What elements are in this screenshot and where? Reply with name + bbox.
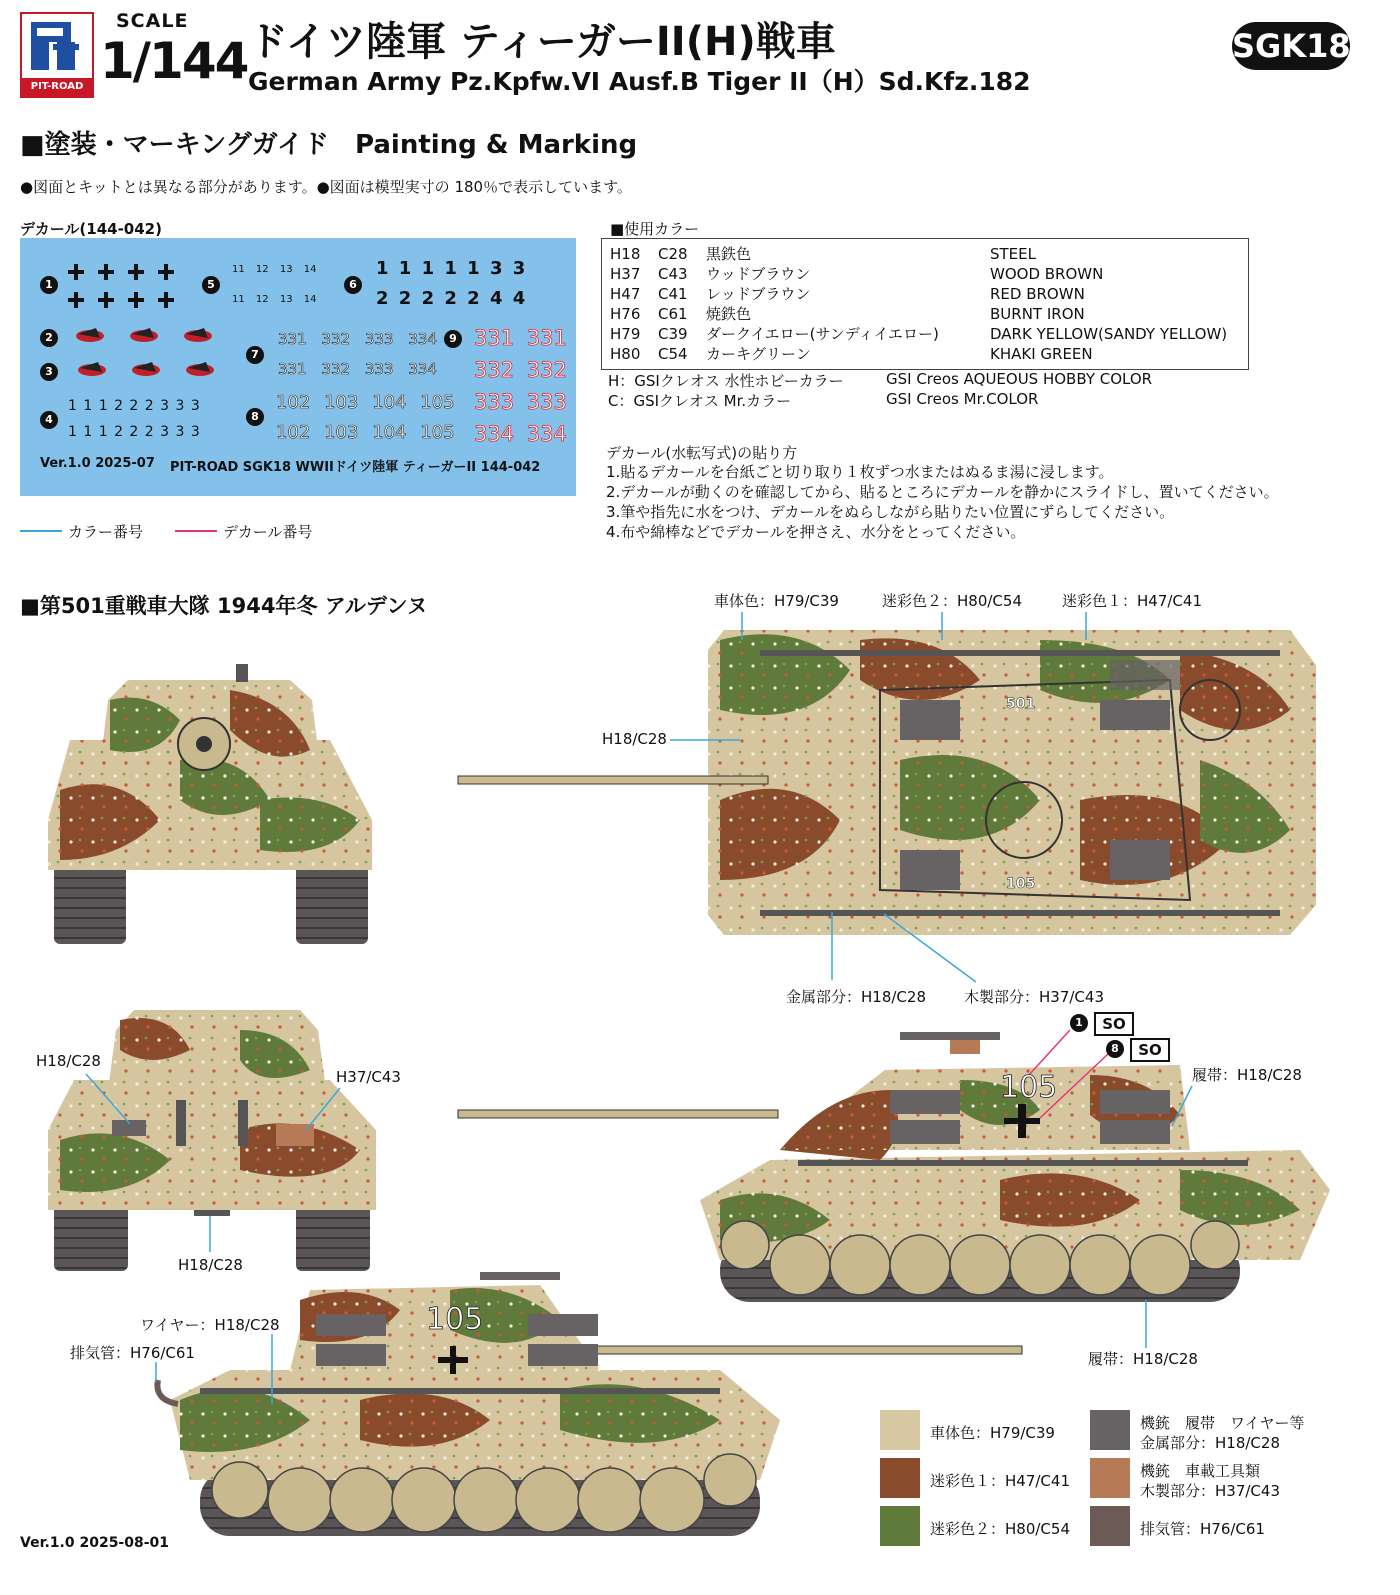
decal-5-num: 14 [303, 264, 317, 275]
decal-5-num: 13 [279, 264, 293, 275]
callout-wire: ワイヤー：H18/C28 [140, 1316, 280, 1334]
howto-step: 1.貼るデカールを台紙ごと切り取り１枚ずつ水またはぬるま湯に浸します。 [606, 463, 1114, 481]
brand-name: PIT-ROAD [22, 78, 92, 96]
swatch-body-color [880, 1410, 920, 1450]
decal-version: Ver.1.0 2025-07 [40, 456, 155, 471]
decal-8-num: 104 [372, 392, 407, 413]
color-h: H80 [610, 345, 641, 363]
decal-9-num: 334 [474, 422, 515, 446]
side-turret-number-left: 105 [426, 1302, 484, 1337]
color-c: C39 [658, 325, 688, 343]
color-c: C28 [658, 245, 688, 263]
decal-7-num: 333 [364, 360, 394, 378]
howto-step: 4.布や綿棒などでデカールを押さえ、水分をとってください。 [606, 523, 1026, 541]
color-jp: ウッドブラウン [706, 265, 811, 283]
decal-7-num: 331 [278, 330, 307, 348]
page-title-en: German Army Pz.Kpfw.VI Ausf.B Tiger II（H）Sd.Kfz.182 [248, 67, 1031, 96]
swatch-label: 車体色：H79/C39 [930, 1424, 1055, 1442]
swatch-label: 機銃 車載工具類 [1140, 1462, 1261, 1480]
tank-decal-marker-8: 8 [1106, 1040, 1124, 1058]
swatch-label: 機銃 履帯 ワイヤー等 [1140, 1414, 1305, 1432]
color-jp: カーキグリーン [706, 345, 811, 363]
source-c-jp: C：GSIクレオス Mr.カラー [608, 392, 792, 410]
decal-marker-9: 9 [444, 330, 462, 348]
decal-6-row-b: 2 2 2 2 2 4 4 [376, 288, 528, 309]
decal-8-num: 102 [276, 422, 311, 443]
decal-7-num: 332 [321, 330, 351, 348]
decal-5-num: 11 [232, 294, 245, 305]
swatch-label: 排気管：H76/C61 [1140, 1520, 1265, 1538]
color-h: H47 [610, 285, 641, 303]
decal-9-num: 331 [474, 326, 515, 350]
swatch-camo1 [880, 1458, 920, 1498]
side-turret-number: 105 [1000, 1070, 1058, 1105]
callout-top-steel: H18/C28 [602, 730, 667, 748]
callout-camo2: 迷彩色２：H80/C54 [882, 592, 1022, 610]
decal-4-row-b: 1 1 1 2 2 2 3 3 3 [68, 424, 201, 440]
decal-marker-5: 5 [202, 276, 220, 294]
color-jp: 黒鉄色 [706, 245, 752, 263]
guide-heading: ■塗装・マーキングガイド Painting & Marking [20, 130, 638, 160]
so-label-1: SO [1094, 1012, 1134, 1036]
decal-9-num: 334 [526, 422, 567, 446]
callout-wood: 木製部分：H37/C43 [964, 988, 1104, 1006]
scale-label: SCALE [116, 10, 189, 32]
callout-track-right: 履帯：H18/C28 [1192, 1066, 1302, 1084]
colors-title: ■使用カラー [610, 220, 700, 238]
top-turret-number-rear: 105 [1006, 876, 1036, 892]
scale-value: 1/144 [100, 32, 248, 90]
decal-marker-1: 1 [40, 276, 58, 294]
color-en: KHAKI GREEN [990, 345, 1093, 363]
color-c: C43 [658, 265, 688, 283]
decal-9-num: 333 [526, 390, 567, 414]
legend-decal-number: デカール番号 [223, 523, 313, 541]
swatch-label: 木製部分：H37/C43 [1140, 1482, 1280, 1500]
decal-7-num: 333 [364, 330, 394, 348]
rear-view-tank [48, 1010, 376, 1271]
color-en: WOOD BROWN [990, 265, 1104, 283]
callout-exhaust: 排気管：H76/C61 [70, 1344, 195, 1362]
decal-marker-6: 6 [344, 276, 362, 294]
decal-marker-8: 8 [246, 408, 264, 426]
swatch-label: 迷彩色２：H80/C54 [930, 1520, 1070, 1538]
guide-note: ●図面とキットとは異なる部分があります。●図面は模型実寸の 180％で表示しています。 [20, 178, 632, 196]
howto-step: 3.筆や指先に水をつけ、デカールをぬらしながら貼りたい位置にずらしてください。 [606, 503, 1175, 521]
swatch-wood [1090, 1458, 1130, 1498]
decal-8-num: 105 [420, 392, 455, 413]
color-h: H18 [610, 245, 641, 263]
source-c-en: GSI Creos Mr.COLOR [886, 390, 1039, 408]
swatch-exhaust [1090, 1506, 1130, 1546]
legend-color-number: カラー番号 [68, 523, 144, 541]
color-en: RED BROWN [990, 285, 1085, 303]
swatch-label: 金属部分：H18/C28 [1140, 1434, 1280, 1452]
color-c: C61 [658, 305, 688, 323]
swatch-metal [1090, 1410, 1130, 1450]
callout-metal: 金属部分：H18/C28 [786, 988, 926, 1006]
top-turret-number-front: 501 [1006, 696, 1036, 712]
decal-4-row-a: 1 1 1 2 2 2 3 3 3 [68, 398, 201, 414]
decal-marker-3: 3 [40, 363, 58, 381]
callout-rear-wood: H37/C43 [336, 1068, 401, 1086]
color-en: BURNT IRON [990, 305, 1085, 323]
color-c: C41 [658, 285, 688, 303]
color-en: DARK YELLOW(SANDY YELLOW) [990, 325, 1228, 343]
decal-title: デカール(144-042) [20, 220, 162, 238]
howto-step: 2.デカールが動くのを確認してから、貼るところにデカールを静かにスライドし、置いてください。 [606, 483, 1279, 501]
color-h: H76 [610, 305, 641, 323]
callout-rear-steel-bottom: H18/C28 [178, 1256, 243, 1274]
decal-8-num: 102 [276, 392, 311, 413]
color-jp: ダークイエロー(サンディイエロー) [706, 325, 939, 343]
color-h: H79 [610, 325, 641, 343]
decal-9-num: 332 [526, 358, 567, 382]
decal-7-num: 331 [278, 360, 307, 378]
decal-marker-4: 4 [40, 411, 58, 429]
decal-8-num: 105 [420, 422, 455, 443]
source-h-en: GSI Creos AQUEOUS HOBBY COLOR [886, 370, 1153, 388]
decal-sheet-text: PIT-ROAD SGK18 WWIIドイツ陸軍 ティーガーII 144-042 [170, 460, 541, 475]
decal-marker-7: 7 [246, 346, 264, 364]
decal-8-num: 103 [324, 422, 359, 443]
product-code-badge: SGK18 [1232, 22, 1350, 70]
color-jp: 焼鉄色 [706, 305, 752, 323]
tank-decal-marker-1: 1 [1070, 1014, 1088, 1032]
top-view-tank [458, 630, 1316, 935]
swatch-label: 迷彩色１：H47/C41 [930, 1472, 1070, 1490]
decal-7-num: 334 [408, 330, 437, 348]
decal-5-num: 13 [279, 294, 293, 305]
color-c: C54 [658, 345, 688, 363]
unit-heading: ■第501重戦車大隊 1944年冬 アルデンヌ [20, 594, 428, 618]
color-en: STEEL [990, 245, 1036, 263]
front-view-tank [48, 664, 372, 944]
decal-8-num: 104 [372, 422, 407, 443]
decal-9-num: 332 [474, 358, 515, 382]
color-h: H37 [610, 265, 641, 283]
so-label-8: SO [1130, 1038, 1170, 1062]
callout-camo1: 迷彩色１：H47/C41 [1062, 592, 1202, 610]
footer-version: Ver.1.0 2025-08-01 [20, 1535, 170, 1551]
decal-5-num: 14 [303, 294, 317, 305]
decal-marker-2: 2 [40, 329, 58, 347]
howto-title: デカール(水転写式)の貼り方 [606, 444, 798, 462]
color-jp: レッドブラウン [706, 285, 811, 303]
decal-9-num: 333 [474, 390, 515, 414]
callout-rear-steel: H18/C28 [36, 1052, 101, 1070]
decal-9-num: 331 [526, 326, 567, 350]
source-h-jp: H：GSIクレオス 水性ホビーカラー [608, 372, 844, 390]
page-title-jp: ドイツ陸軍 ティーガーII(H)戦車 [248, 19, 836, 65]
decal-5-num: 12 [255, 264, 269, 275]
decal-8-num: 103 [324, 392, 359, 413]
swatch-camo2 [880, 1506, 920, 1546]
decal-5-num: 11 [232, 264, 245, 275]
callout-track-bottom: 履帯：H18/C28 [1088, 1350, 1198, 1368]
decal-7-num: 332 [321, 360, 351, 378]
decal-5-num: 12 [255, 294, 269, 305]
decal-6-row-a: 1 1 1 1 1 3 3 [376, 258, 528, 279]
decal-7-num: 334 [408, 360, 437, 378]
callout-body-color: 車体色：H79/C39 [714, 592, 839, 610]
